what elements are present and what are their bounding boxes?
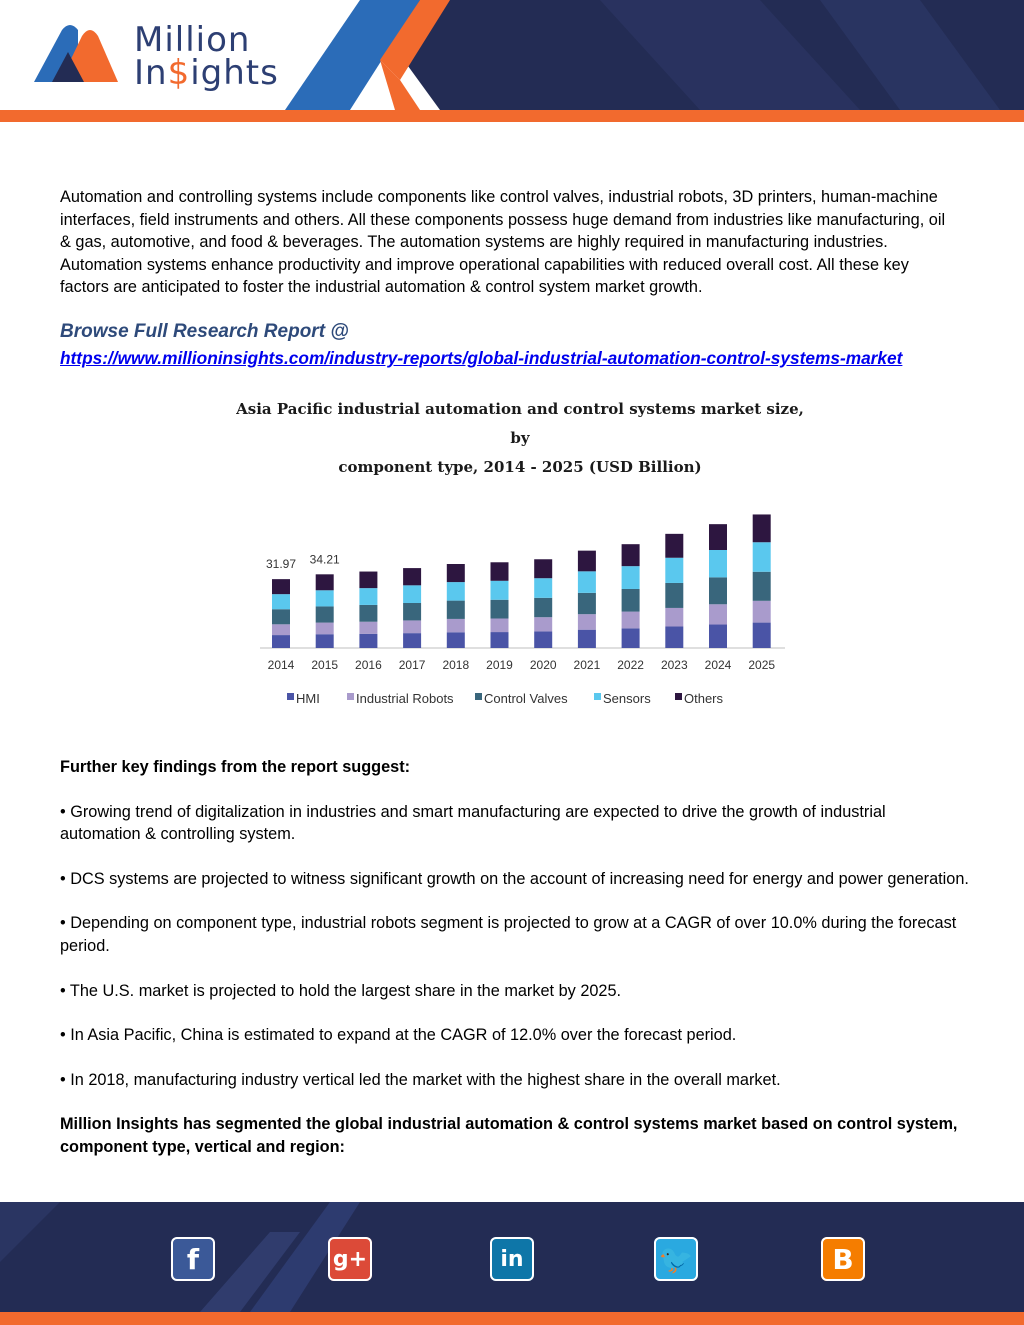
bar-segment-control-valves bbox=[272, 609, 290, 624]
bar-segment-industrial-robots bbox=[272, 624, 290, 635]
x-tick-label: 2020 bbox=[529, 658, 557, 672]
data-label: 34.21 bbox=[309, 552, 340, 567]
bar-segment-sensors bbox=[578, 571, 596, 593]
bar-segment-industrial-robots bbox=[534, 617, 552, 631]
bar-segment-sensors bbox=[534, 578, 552, 598]
bar-segment-sensors bbox=[709, 550, 727, 577]
bar-segment-control-valves bbox=[447, 601, 465, 619]
findings-heading: Further key findings from the report suggest: bbox=[60, 758, 411, 776]
x-tick-label: 2024 bbox=[704, 658, 732, 672]
intro-section bbox=[60, 186, 960, 369]
bar-segment-hmi bbox=[753, 623, 771, 648]
bar-segment-hmi bbox=[622, 628, 640, 648]
logo-text-insights: In$ights bbox=[134, 53, 279, 93]
bar-segment-hmi bbox=[316, 634, 334, 648]
legend-label: Industrial Robots bbox=[356, 691, 454, 706]
bar-segment-industrial-robots bbox=[359, 622, 377, 634]
bar-segment-hmi bbox=[491, 632, 509, 648]
legend-label: Control Valves bbox=[484, 691, 568, 706]
legend-swatch bbox=[475, 693, 482, 700]
page-header bbox=[0, 0, 1024, 122]
x-tick-label: 2021 bbox=[573, 658, 601, 672]
legend-swatch bbox=[347, 693, 354, 700]
twitter-icon[interactable]: 🐦 bbox=[654, 1237, 698, 1281]
bar-segment-hmi bbox=[447, 632, 465, 648]
finding-bullet: • Growing trend of digitalization in industries and smart manufacturing are expected to drive the growth of industrial automation & controlling system. bbox=[60, 802, 886, 844]
chart-plot bbox=[230, 395, 810, 715]
bar-segment-industrial-robots bbox=[491, 618, 509, 632]
bar-segment-others bbox=[447, 564, 465, 582]
bar-segment-control-valves bbox=[665, 583, 683, 608]
bar-segment-hmi bbox=[359, 634, 377, 648]
legend-label: Sensors bbox=[603, 691, 651, 706]
bar-segment-hmi bbox=[665, 626, 683, 648]
bar-segment-sensors bbox=[447, 582, 465, 601]
report-link[interactable]: https://www.millioninsights.com/industry-reports/global-industrial-automation-control-systems-market bbox=[60, 347, 903, 368]
logo-text-million: Million bbox=[134, 20, 251, 60]
bar-segment-industrial-robots bbox=[753, 601, 771, 623]
blogger-icon[interactable]: B bbox=[821, 1237, 865, 1281]
bar-segment-industrial-robots bbox=[447, 619, 465, 632]
google-plus-icon[interactable]: g+ bbox=[328, 1237, 372, 1281]
bar-segment-hmi bbox=[403, 633, 421, 648]
data-label: 31.97 bbox=[265, 557, 297, 572]
bar-segment-others bbox=[403, 568, 421, 585]
bar-segment-others bbox=[753, 514, 771, 542]
bar-segment-sensors bbox=[665, 558, 683, 583]
bar-segment-sensors bbox=[491, 581, 509, 600]
legend-swatch bbox=[675, 693, 682, 700]
x-tick-label: 2018 bbox=[442, 658, 470, 672]
linkedin-icon[interactable]: in bbox=[490, 1237, 534, 1281]
bar-segment-control-valves bbox=[622, 589, 640, 612]
chart-title-line1: Asia Pacific industrial automation and control systems market size, by bbox=[236, 400, 804, 447]
bar-segment-sensors bbox=[272, 594, 290, 609]
bar-segment-industrial-robots bbox=[665, 608, 683, 627]
legend-label: HMI bbox=[296, 691, 320, 706]
chart-title-line2: component type, 2014 - 2025 (USD Billion) bbox=[338, 458, 702, 476]
bar-segment-sensors bbox=[316, 590, 334, 606]
finding-bullet: • Depending on component type, industrial robots segment is projected to grow at a CAGR of over 10.0% during the forecast period. bbox=[60, 914, 957, 955]
legend-swatch bbox=[594, 693, 601, 700]
finding-bullet: • In 2018, manufacturing industry vertical led the market with the highest share in the overall market. bbox=[60, 1070, 781, 1089]
bar-segment-industrial-robots bbox=[622, 612, 640, 629]
x-tick-label: 2014 bbox=[267, 658, 295, 672]
bar-segment-hmi bbox=[272, 635, 290, 648]
finding-bullet: • The U.S. market is projected to hold the largest share in the market by 2025. bbox=[60, 981, 622, 1000]
bar-segment-others bbox=[359, 572, 377, 589]
bar-segment-others bbox=[534, 559, 552, 578]
bar-segment-industrial-robots bbox=[578, 614, 596, 630]
bar-segment-control-valves bbox=[578, 593, 596, 614]
segmentation-statement: Million Insights has segmented the global industrial automation & control systems market based on control system, component type, vertical and region: bbox=[60, 1115, 958, 1156]
legend-swatch bbox=[287, 693, 294, 700]
bar-segment-industrial-robots bbox=[709, 604, 727, 624]
finding-bullet: • DCS systems are projected to witness significant growth on the account of increasing need for energy and power generation. bbox=[60, 869, 969, 888]
bar-segment-control-valves bbox=[359, 605, 377, 622]
legend-label: Others bbox=[684, 691, 724, 706]
bar-segment-control-valves bbox=[534, 598, 552, 617]
findings-section bbox=[60, 756, 970, 1159]
bar-segment-control-valves bbox=[491, 600, 509, 619]
browse-label: Browse Full Research Report @ bbox=[60, 320, 349, 342]
x-tick-label: 2017 bbox=[398, 658, 426, 672]
bar-segment-control-valves bbox=[316, 606, 334, 622]
bar-segment-sensors bbox=[753, 542, 771, 572]
x-tick-label: 2015 bbox=[311, 658, 339, 672]
bar-segment-others bbox=[665, 534, 683, 558]
bar-segment-sensors bbox=[359, 588, 377, 605]
bar-segment-others bbox=[491, 562, 509, 581]
finding-bullet: • In Asia Pacific, China is estimated to expand at the CAGR of 12.0% over the forecast period. bbox=[60, 1026, 737, 1045]
intro-paragraph: Automation and controlling systems include components like control valves, industrial robots, 3D printers, human-machine interfaces, field instruments and others. All these components possess huge demand from industries like manufacturing, oil & gas, automotive, and food & beverages. The automation systems are highly required in manufacturing industries. Automation systems enhance productivity and improve operational capabilities with reduced overall cost. All these key factors are anticipated to foster the industrial automation & control system market growth. bbox=[60, 188, 946, 297]
bar-segment-control-valves bbox=[753, 572, 771, 601]
x-tick-label: 2025 bbox=[748, 658, 776, 672]
bar-segment-industrial-robots bbox=[403, 620, 421, 633]
market-size-chart bbox=[230, 395, 810, 715]
bar-segment-others bbox=[316, 574, 334, 590]
bar-segment-others bbox=[272, 579, 290, 594]
bar-segment-hmi bbox=[709, 625, 727, 648]
x-tick-label: 2023 bbox=[660, 658, 688, 672]
bar-segment-sensors bbox=[403, 585, 421, 603]
bar-segment-others bbox=[709, 524, 727, 550]
page-footer bbox=[0, 1202, 1024, 1325]
x-tick-label: 2016 bbox=[355, 658, 382, 672]
bar-segment-control-valves bbox=[709, 577, 727, 604]
bar-segment-control-valves bbox=[403, 603, 421, 620]
bar-segment-others bbox=[622, 544, 640, 566]
x-tick-label: 2022 bbox=[617, 658, 644, 672]
bar-segment-hmi bbox=[578, 630, 596, 648]
bar-segment-hmi bbox=[534, 631, 552, 648]
bar-segment-others bbox=[578, 551, 596, 572]
bar-segment-sensors bbox=[622, 566, 640, 589]
x-tick-label: 2019 bbox=[486, 658, 513, 672]
facebook-icon[interactable]: f bbox=[171, 1237, 215, 1281]
bar-segment-industrial-robots bbox=[316, 623, 334, 635]
